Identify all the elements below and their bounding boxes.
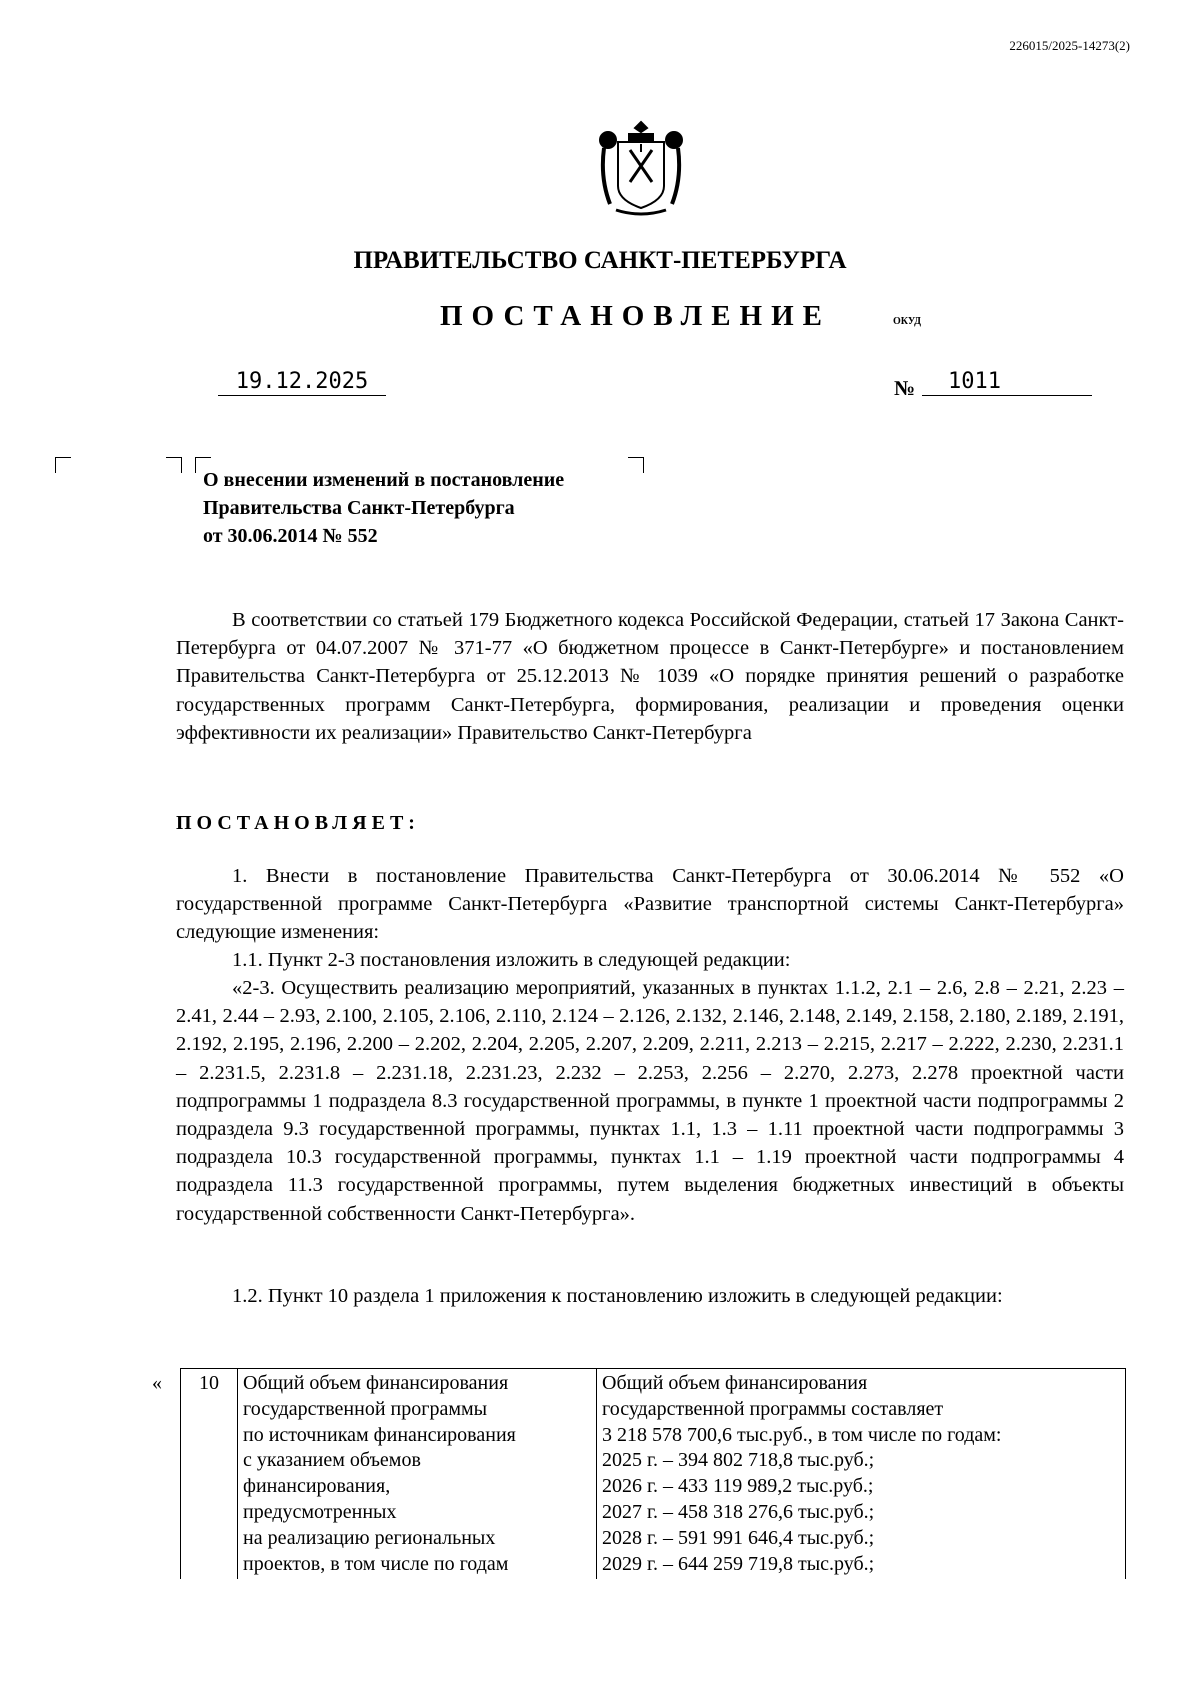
subject-line: Правительства Санкт-Петербурга bbox=[203, 497, 515, 519]
decree-type-title: ПОСТАНОВЛЕНИЕ bbox=[440, 300, 832, 332]
corner-mark-top-right-2 bbox=[628, 457, 644, 473]
decree-subject bbox=[203, 466, 564, 550]
item-1-paragraph: 1. Внести в постановление Правительства Санкт-Петербурга от 30.06.2014 № 552 «О государственной программе Санкт-Петербурга «Развитие транспортной системы Санкт-Петербурга» следующие изменения: bbox=[176, 865, 1124, 944]
subject-line: О внесении изменений в постановление bbox=[203, 469, 565, 491]
row-label-cell: Общий объем финансирования государственной программы по источникам финансирования с указанием объемов финансирования, предусмотренных на реализацию региональных проектов, в том числе по годам bbox=[238, 1369, 597, 1580]
corner-mark-top-left bbox=[55, 457, 71, 473]
item-2-3-paragraph: «2-3. Осуществить реализацию мероприятий, указанных в пунктах 1.1.2, 2.1 – 2.6, 2.8 – 2.21, 2.23 – 2.41, 2.44 – 2.93, 2.100, 2.105, 2.106, 2.110, 2.124 – 2.126, 2.132, 2.146, 2.148, 2.149, 2.158, 2.180, 2.189, 2.191, 2.192, 2.195, 2.196, 2.200 – 2.202, 2.204, 2.205, 2.207, 2.209, 2.211, 2.213 – 2.215, 2.217 – 2.222, 2.230, 2.231.1 – 2.231.5, 2.231.8 – 2.231.18, 2.231.23, 2.232 – 2.253, 2.256 – 2.270, 2.273, 2.278 проектной части подпрограммы 1 подраздела 8.3 государственной программы, в пункте 1 проектной части подпрограммы 2 подраздела 9.3 государственной программы, пунктах 1.1, 1.3 – 1.11 проектной части подпрограммы 3 подраздела 10.3 государственной программы, пунктах 1.1 – 1.19 проектной части подпрограммы 4 подраздела 11.3 государственной программы, путем выделения бюджетных инвестиций в объекты государственной собственности Санкт-Петербурга». bbox=[176, 977, 1124, 1225]
subject-line: от 30.06.2014 № 552 bbox=[203, 525, 378, 547]
coat-of-arms-emblem bbox=[596, 118, 686, 218]
item-1-1-paragraph: 1.1. Пункт 2-3 постановления изложить в следующей редакции: bbox=[232, 949, 791, 971]
row-number-cell: 10 bbox=[181, 1369, 238, 1580]
row-value-cell: Общий объем финансирования государственной программы составляет 3 218 578 700,6 тыс.руб., в том числе по годам: 2025 г. – 394 802 718,8 тыс.руб.; 2026 г. – 433 119 989,2 тыс.руб.; 2027 г. – 458 318 276,6 тыс.руб.; 2028 г. – 591 991 646,4 тыс.руб.; 2029 г. – 644 259 719,8 тыс.руб.; bbox=[597, 1369, 1126, 1580]
decree-number: 1011 bbox=[922, 369, 1092, 396]
decree-date: 19.12.2025 bbox=[218, 369, 386, 396]
table-open-quote: « bbox=[152, 1372, 162, 1394]
okud-label: ОКУД bbox=[893, 316, 922, 327]
table-row bbox=[181, 1369, 1126, 1580]
government-title: ПРАВИТЕЛЬСТВО САНКТ-ПЕТЕРБУРГА bbox=[353, 247, 847, 274]
financing-table bbox=[180, 1368, 1126, 1579]
resolves-heading: ПОСТАНОВЛЯЕТ: bbox=[176, 812, 420, 834]
number-sign: № bbox=[894, 376, 916, 400]
item-1-2-paragraph: 1.2. Пункт 10 раздела 1 приложения к постановлению изложить в следующей редакции: bbox=[232, 1285, 1003, 1307]
preamble-paragraph: В соответствии со статьей 179 Бюджетного кодекса Российской Федерации, статьей 17 Закона Санкт-Петербурга от 04.07.2007 № 371-77 «О бюджетном процессе в Санкт-Петербурге» и постановлением Правительства Санкт-Петербурга от 25.12.2013 № 1039 «О порядке принятия решений о разработке государственных программ Санкт-Петербурга, формирования, реализации и проведения оценки эффективности их реализации» Правительство Санкт-Петербурга bbox=[176, 609, 1124, 744]
document-id: 226015/2025-14273(2) bbox=[1009, 38, 1130, 53]
corner-mark-top-right-1 bbox=[166, 457, 182, 473]
